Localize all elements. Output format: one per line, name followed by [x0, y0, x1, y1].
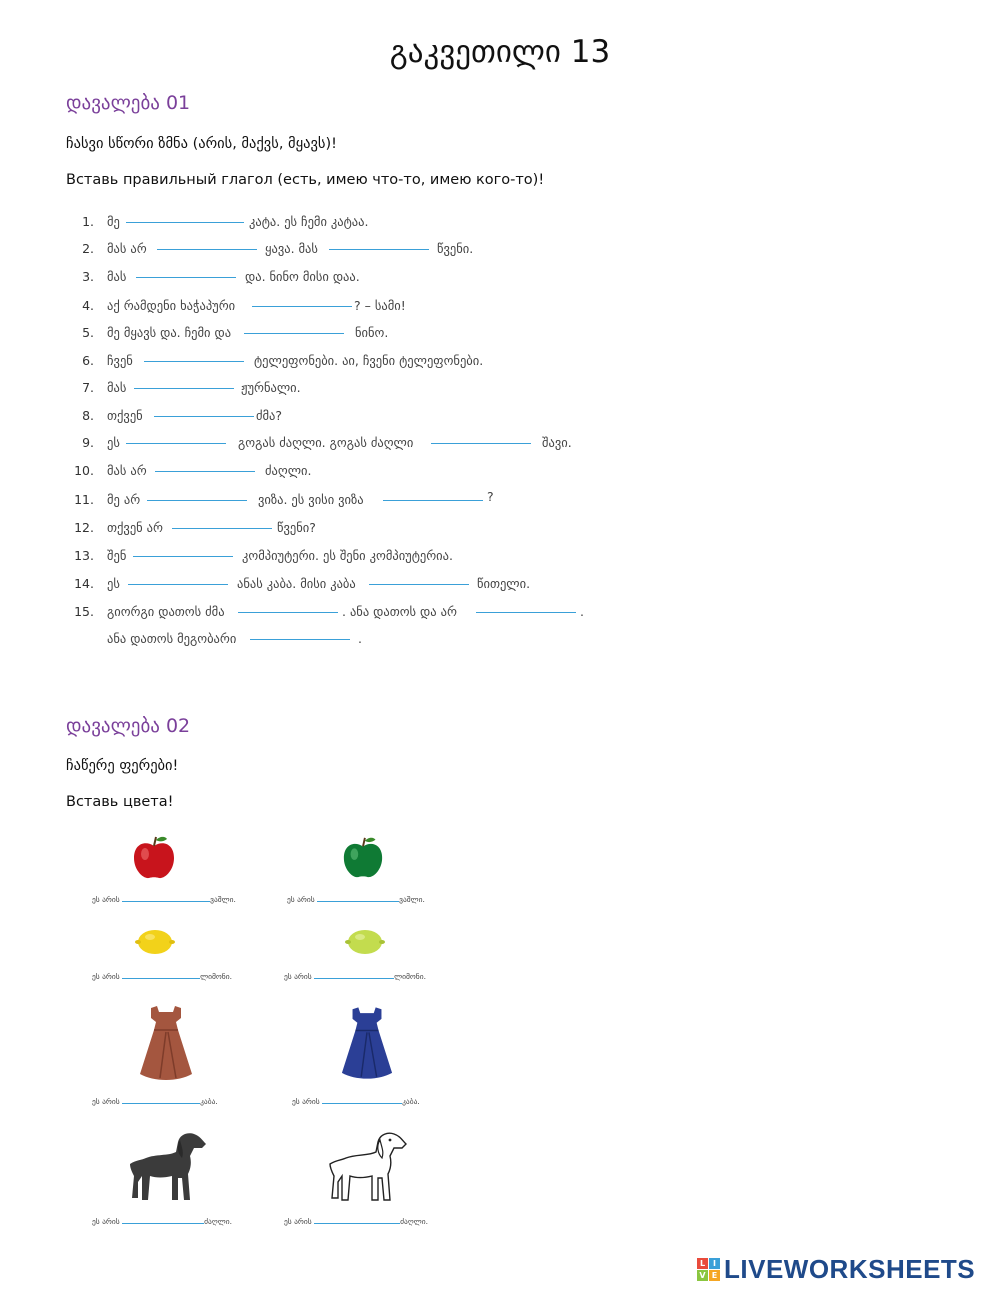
exercise-number: 10.: [74, 463, 94, 478]
logo-tile: L: [697, 1258, 708, 1269]
exercise-text: ძაღლი.: [265, 463, 312, 478]
exercise-number: 9.: [82, 435, 94, 450]
exercise-text: შენ: [107, 548, 127, 563]
caption-text: ეს არის: [92, 1097, 120, 1106]
answer-blank[interactable]: [122, 1215, 204, 1224]
logo-tile: V: [697, 1270, 708, 1281]
answer-blank[interactable]: [134, 388, 234, 389]
caption-text: ვაშლი.: [210, 895, 236, 904]
exercise-text: ეს: [107, 576, 120, 591]
blue-dress-icon: [340, 1004, 394, 1082]
section-1-heading: დავალება 01: [66, 92, 191, 114]
white-dog-icon: [328, 1130, 408, 1204]
green-lemon-icon: [345, 927, 385, 957]
exercise-text: ნინო.: [355, 325, 389, 340]
exercise-text: .: [580, 604, 584, 619]
exercise-text: ანას კაბა. მისი კაბა: [237, 576, 356, 591]
yellow-lemon-icon: [135, 927, 175, 957]
answer-blank[interactable]: [147, 500, 247, 501]
exercise-text: წვენი?: [277, 520, 316, 535]
caption-text: ეს არის: [292, 1097, 320, 1106]
caption-green-apple: [287, 893, 425, 904]
caption-red-apple: [92, 893, 236, 904]
caption-text: ეს არის: [92, 1217, 120, 1226]
answer-blank[interactable]: [126, 222, 244, 223]
answer-blank[interactable]: [476, 612, 576, 613]
exercise-number: 12.: [74, 520, 94, 535]
exercise-text: . ანა დათოს და არ: [342, 604, 457, 619]
exercise-text: ეს: [107, 435, 120, 450]
answer-blank[interactable]: [154, 416, 254, 417]
exercise-text: მე არ: [107, 492, 141, 507]
exercise-text: მას არ: [107, 463, 147, 478]
caption-text: კაბა.: [402, 1097, 420, 1106]
answer-blank[interactable]: [250, 639, 350, 640]
red-apple-icon: [131, 834, 177, 880]
answer-blank[interactable]: [383, 500, 483, 501]
exercise-text: ჟურნალი.: [241, 380, 301, 395]
answer-blank[interactable]: [317, 893, 399, 902]
logo-tile: I: [709, 1258, 720, 1269]
exercise-text: მას: [107, 380, 127, 395]
exercise-text: ანა დათოს მეგობარი: [107, 631, 237, 646]
caption-yellow-lemon: [92, 970, 232, 981]
exercise-number: 15.: [74, 604, 94, 619]
caption-text: კაბა.: [200, 1097, 218, 1106]
answer-blank[interactable]: [128, 584, 228, 585]
exercise-number: 14.: [74, 576, 94, 591]
exercise-text: და. ნინო მისი დაა.: [245, 269, 360, 284]
brown-dress-icon: [138, 1004, 194, 1082]
exercise-text: კატა. ეს ჩემი კატაა.: [249, 214, 369, 229]
exercise-text: კომპიუტერი. ეს შენი კომპიუტერია.: [242, 548, 453, 563]
exercise-text: წვენი.: [437, 241, 474, 256]
caption-text: ეს არის: [284, 972, 312, 981]
answer-blank[interactable]: [122, 1095, 200, 1104]
answer-blank[interactable]: [126, 443, 226, 444]
exercise-text: მას არ: [107, 241, 147, 256]
answer-blank[interactable]: [431, 443, 531, 444]
exercise-text: გიორგი დათოს ძმა: [107, 604, 225, 619]
exercise-number: 8.: [82, 408, 94, 423]
exercise-text: თქვენ არ: [107, 520, 163, 535]
exercise-text: ?: [487, 489, 494, 504]
exercise-number: 1.: [82, 214, 94, 229]
exercise-text: თქვენ: [107, 408, 143, 423]
caption-green-lemon: [284, 970, 426, 981]
exercise-text: ვიზა. ეს ვისი ვიზა: [258, 492, 364, 507]
exercise-number: 7.: [82, 380, 94, 395]
answer-blank[interactable]: [238, 612, 338, 613]
caption-text: ეს არის: [284, 1217, 312, 1226]
exercise-number: 6.: [82, 353, 94, 368]
answer-blank[interactable]: [155, 471, 255, 472]
exercise-number: 4.: [82, 298, 94, 313]
caption-text: ეს არის: [287, 895, 315, 904]
exercise-number: 3.: [82, 269, 94, 284]
exercise-text: ? – სამი!: [354, 298, 406, 313]
exercise-text: ყავა. მას: [265, 241, 318, 256]
caption-blue-dress: [292, 1095, 420, 1106]
answer-blank[interactable]: [252, 306, 352, 307]
exercise-text: ტელეფონები. აი, ჩვენი ტელეფონები.: [254, 353, 484, 368]
section-1-instruction-russian: Вставь правильный глагол (есть, имею что-то, имею кого-то)!: [66, 172, 545, 188]
answer-blank[interactable]: [314, 1215, 400, 1224]
caption-text: ვაშლი.: [399, 895, 425, 904]
exercise-text: .: [358, 631, 362, 646]
section-2-instruction-russian: Вставь цвета!: [66, 794, 174, 810]
exercise-number: 5.: [82, 325, 94, 340]
page-title: გაკვეთილი 13: [389, 34, 611, 70]
logo-tiles-icon: [697, 1258, 720, 1281]
caption-black-dog: [92, 1215, 232, 1226]
answer-blank[interactable]: [122, 893, 210, 902]
section-2-instruction-georgian: ჩაწერე ფერები!: [66, 758, 179, 774]
caption-text: ლიმონი.: [394, 972, 426, 981]
answer-blank[interactable]: [172, 528, 272, 529]
caption-text: ძაღლი.: [204, 1217, 232, 1226]
caption-text: ძაღლი.: [400, 1217, 428, 1226]
section-1-instruction-georgian: ჩასვი სწორი ზმნა (არის, მაქვს, მყავს)!: [66, 136, 337, 152]
answer-blank[interactable]: [136, 277, 236, 278]
logo-wordmark: LIVEWORKSHEETS: [724, 1253, 976, 1284]
caption-text: ეს არის: [92, 972, 120, 981]
black-dog-icon: [128, 1130, 208, 1204]
exercise-text: გოგას ძაღლი. გოგას ძაღლი: [238, 435, 414, 450]
exercise-text: წითელი.: [477, 576, 531, 591]
logo-tile: E: [709, 1270, 720, 1281]
caption-brown-dress: [92, 1095, 218, 1106]
answer-blank[interactable]: [122, 970, 200, 979]
exercise-number: 13.: [74, 548, 94, 563]
answer-blank[interactable]: [157, 249, 257, 250]
exercise-text: აქ რამდენი ხაჭაპური: [107, 298, 236, 313]
answer-blank[interactable]: [369, 584, 469, 585]
exercise-text: მას: [107, 269, 127, 284]
exercise-text: შავი.: [542, 435, 572, 450]
answer-blank[interactable]: [144, 361, 244, 362]
caption-text: ლიმონი.: [200, 972, 232, 981]
exercise-text: მე: [107, 214, 120, 229]
exercise-number: 2.: [82, 241, 94, 256]
answer-blank[interactable]: [329, 249, 429, 250]
exercise-text: ძმა?: [256, 408, 283, 423]
liveworksheets-logo[interactable]: [697, 1254, 975, 1284]
caption-text: ეს არის: [92, 895, 120, 904]
section-2-heading: დავალება 02: [66, 715, 191, 737]
answer-blank[interactable]: [314, 970, 394, 979]
exercise-text: ჩვენ: [107, 353, 133, 368]
exercise-text: მე მყავს და. ჩემი და: [107, 325, 232, 340]
answer-blank[interactable]: [244, 333, 344, 334]
answer-blank[interactable]: [133, 556, 233, 557]
green-apple-icon: [341, 834, 385, 880]
answer-blank[interactable]: [322, 1095, 402, 1104]
exercise-number: 11.: [74, 492, 94, 507]
caption-white-dog: [284, 1215, 428, 1226]
